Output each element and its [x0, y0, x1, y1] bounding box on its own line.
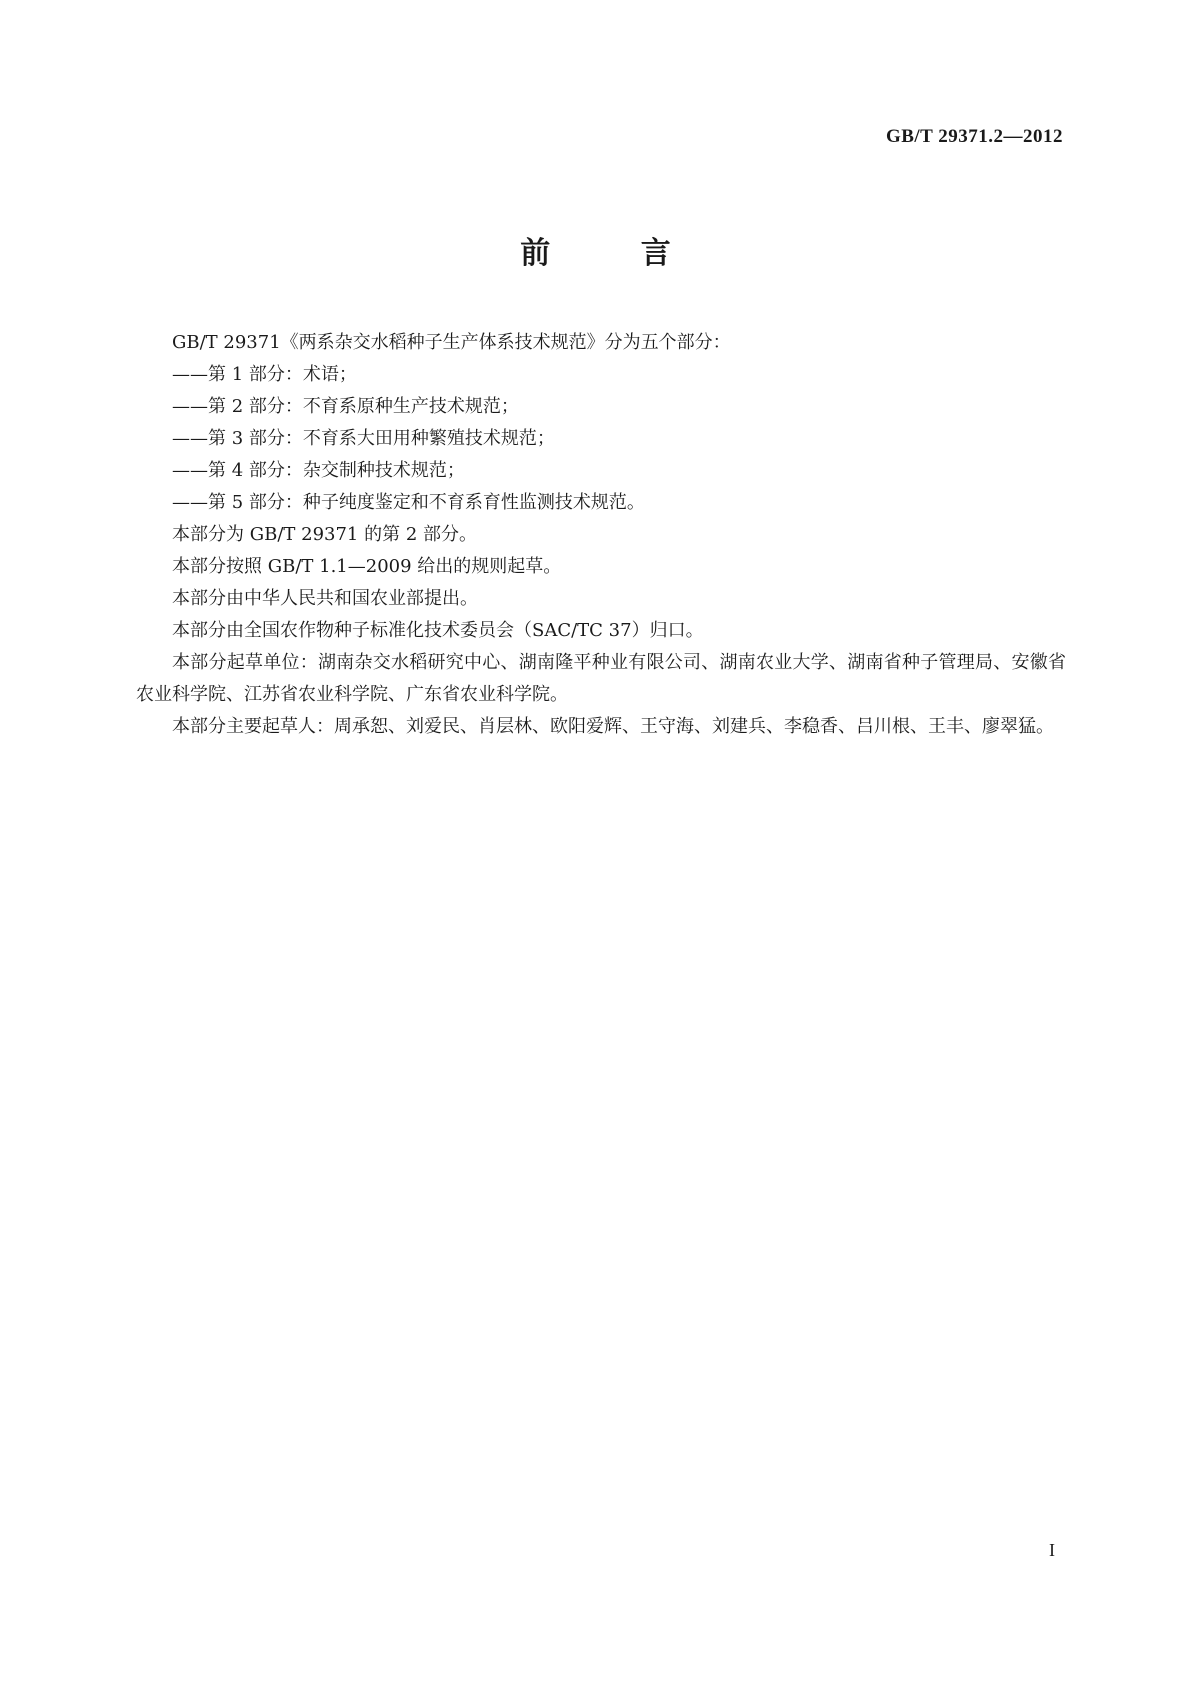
- foreword-body: [136, 327, 1066, 743]
- part-list-item: ——第 2 部分：不育系原种生产技术规范；: [172, 396, 519, 417]
- proposer-statement: 本部分由中华人民共和国农业部提出。: [172, 588, 478, 609]
- part-list-item: ——第 4 部分：杂交制种技术规范；: [172, 460, 465, 481]
- part-list-item: ——第 5 部分：种子纯度鉴定和不育系育性监测技术规范。: [172, 492, 645, 513]
- drafters-statement: 本部分主要起草人：周承恕、刘爱民、肖层林、欧阳爱辉、王守海、刘建兵、李稳香、吕川根、王丰、廖翠猛。: [172, 716, 1054, 737]
- page-title: 前 言: [520, 236, 711, 271]
- drafting-rules-statement: 本部分按照 GB/T 1.1—2009 给出的规则起草。: [172, 556, 562, 577]
- intro-paragraph: GB/T 29371《两系杂交水稻种子生产体系技术规范》分为五个部分：: [172, 332, 731, 353]
- part-list-item: ——第 3 部分：不育系大田用种繁殖技术规范；: [172, 428, 555, 449]
- committee-statement: 本部分由全国农作物种子标准化技术委员会（SAC/TC 37）归口。: [172, 620, 704, 641]
- drafting-units-statement: 本部分起草单位：湖南杂交水稻研究中心、湖南隆平种业有限公司、湖南农业大学、湖南省种子管理局、安徽省农业科学院、江苏省农业科学院、广东省农业科学院。: [136, 652, 1066, 705]
- standard-code: GB/T 29371.2—2012: [885, 126, 1063, 147]
- page-number: I: [1049, 1540, 1055, 1560]
- part-statement: 本部分为 GB/T 29371 的第 2 部分。: [172, 524, 477, 545]
- part-list-item: ——第 1 部分：术语；: [172, 364, 357, 385]
